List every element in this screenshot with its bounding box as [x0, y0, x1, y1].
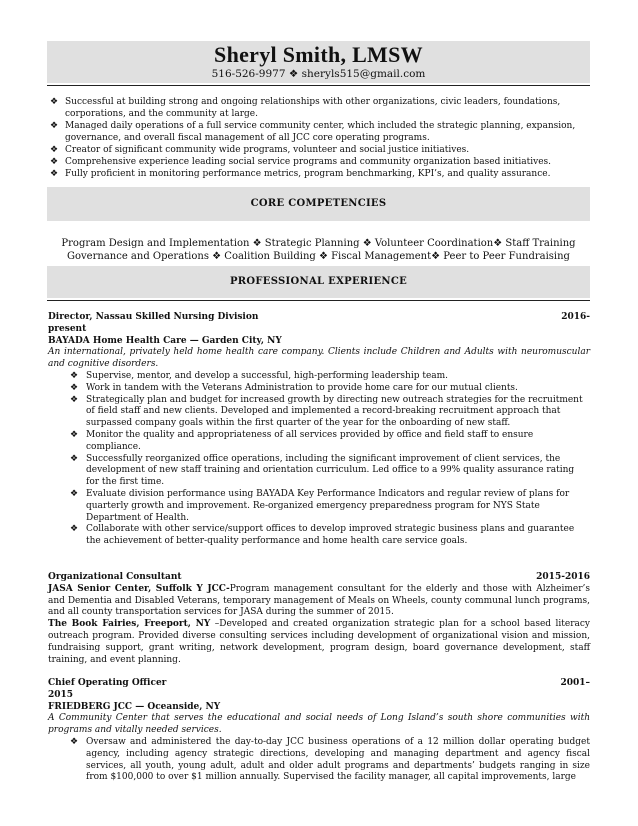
- job-title-row: [48, 572, 590, 584]
- divider: [47, 85, 590, 86]
- diamond-icon: ❖: [70, 382, 79, 393]
- core-competencies-heading: CORE COMPETENCIES: [47, 187, 590, 221]
- diamond-icon: ❖: [50, 169, 59, 179]
- email: sheryls515@gmail.com: [301, 68, 426, 80]
- diamond-icon: ❖: [70, 429, 79, 440]
- divider: [47, 300, 590, 301]
- list-item: ❖ Evaluate division performance using BAYADA Key Performance Indicators and regular review of plans for quarterly growth and improvement. Re-organized emergency preparedness program for NYS State Department of Health.: [70, 488, 570, 523]
- job-bullets: [70, 371, 590, 548]
- diamond-icon: ❖: [50, 145, 59, 155]
- diamond-icon: ❖: [70, 736, 79, 747]
- diamond-icon: ❖: [50, 121, 59, 131]
- competencies-line-1: Program Design and Implementation ❖ Strategic Planning ❖ Volunteer Coordination❖ Staff Training: [61, 238, 576, 249]
- job-description: A Community Center that serves the educational and social needs of Long Island’s south shore communities with programs and vitally needed services.: [48, 713, 590, 736]
- job-dates-end: 2015: [48, 689, 74, 700]
- header-band: [47, 41, 590, 83]
- job-dates: 2001–: [560, 678, 590, 688]
- job-title: Organizational Consultant: [48, 572, 182, 582]
- job-title: Chief Operating Officer: [48, 678, 167, 688]
- list-item: ❖ Oversaw and administered the day-to-day JCC business operations of a 12 million dollar operating budget agency, including agency strategic directions, developing and managing department and agency fiscal services, all youth, young adult, adult and older adult programs and departments’ budgets ranging in size from $100,000 to over $1 million annually. Supervised the facility manager, all capital improvements, large: [70, 736, 590, 783]
- job-dates-end: present: [48, 323, 87, 334]
- list-item: ❖ Comprehensive experience leading social service programs and community organization based initiatives.: [50, 157, 552, 167]
- diamond-icon: ❖: [50, 97, 59, 107]
- job-org: FRIEDBERG JCC — Oceanside, NY: [48, 701, 221, 712]
- diamond-icon: ❖: [70, 488, 79, 499]
- job-dates: 2016-: [561, 312, 590, 322]
- diamond-icon: ❖: [70, 370, 79, 381]
- job-title-row: [48, 678, 590, 690]
- list-item: ❖ Strategically plan and budget for increased growth by directing new outreach strategies for the recruitment of field staff and new clients. Developed and implemented a record-breaking recruitment approach that surpassed company goals within the first quarter of the year for the onboarding of new staff.: [70, 394, 583, 429]
- job-description: An international, privately held home health care company. Clients include Children and Adults with neuromuscular and cognitive disorders.: [48, 347, 590, 370]
- job-dates: 2015-2016: [536, 572, 590, 582]
- job-title-row: [48, 312, 590, 324]
- job-title: Director, Nassau Skilled Nursing Division: [48, 312, 259, 322]
- job-bayada: [48, 312, 590, 548]
- job-friedberg: [48, 678, 590, 784]
- list-item: ❖ Creator of significant community wide programs, volunteer and social justice initiatives.: [50, 145, 470, 155]
- list-item: ❖ Monitor the quality and appropriateness of all services provided by office and field staff to ensure compliance.: [70, 429, 534, 452]
- list-item: ❖ Fully proficient in monitoring performance metrics, program benchmarking, KPI’s, and quality assurance.: [50, 169, 551, 179]
- job-org: The Book Fairies, Freeport, NY: [48, 619, 211, 630]
- contact-line: [47, 68, 590, 81]
- job-bullets: [70, 737, 590, 784]
- list-item: ❖ Successfully reorganized office operations, including the significant improvement of client services, the development of new staff training and orientation curriculum. Led office to a 99% quality assurance rating for the first time.: [70, 453, 575, 488]
- list-item: ❖ Supervise, mentor, and develop a successful, high-performing leadership team.: [70, 370, 449, 381]
- experience-heading: PROFESSIONAL EXPERIENCE: [47, 266, 590, 298]
- job-org: JASA Senior Center, Suffolk Y JCC-: [48, 583, 230, 594]
- list-item: ❖ Collaborate with other service/support offices to develop improved strategic business plans and guarantee the achievement of better-quality performance and home health care service goals.: [70, 524, 575, 547]
- diamond-icon: ❖: [288, 68, 299, 80]
- diamond-icon: ❖: [70, 394, 79, 405]
- job-paragraph-jasa: JASA Senior Center, Suffolk Y JCC-Program management consultant for the elderly and those with Alzheimer’s and Dementia and Disabled Veterans, temporary management of Meals on Wheels, county communal lunch programs, and all county transportation services for JASA during the summer of 2015.: [48, 583, 590, 618]
- list-item: ❖ Work in tandem with the Veterans Administration to provide home care for our mutual clients.: [70, 382, 518, 393]
- phone: 516-526-9977: [211, 68, 286, 80]
- core-competencies: [47, 237, 590, 263]
- job-paragraph-book-fairies: The Book Fairies, Freeport, NY –Developed and created organization strategic plan for a school based literacy outreach program. Provided diverse consulting services including development of organizational vision and mission, fundraising support, grant writing, network development, program design, board governance development, staff training, and event planning.: [48, 619, 590, 665]
- diamond-icon: ❖: [70, 453, 79, 464]
- list-item: ❖ Managed daily operations of a full service community center, which included the strategic planning, expansion, governance, and overall fiscal management of all JCC core operating programs.: [50, 121, 576, 143]
- candidate-name: Sheryl Smith, LMSW: [214, 42, 423, 67]
- diamond-icon: ❖: [50, 157, 59, 167]
- competencies-line-2: Governance and Operations ❖ Coalition Building ❖ Fiscal Management❖ Peer to Peer Fundraising: [67, 251, 570, 262]
- diamond-icon: ❖: [70, 524, 79, 535]
- job-org: BAYADA Home Health Care — Garden City, NY: [48, 335, 282, 346]
- list-item: ❖ Successful at building strong and ongoing relationships with other organizations, civic leaders, foundations, corporations, and the community at large.: [50, 97, 561, 119]
- job-consultant: [48, 572, 590, 666]
- summary-list: [50, 96, 590, 180]
